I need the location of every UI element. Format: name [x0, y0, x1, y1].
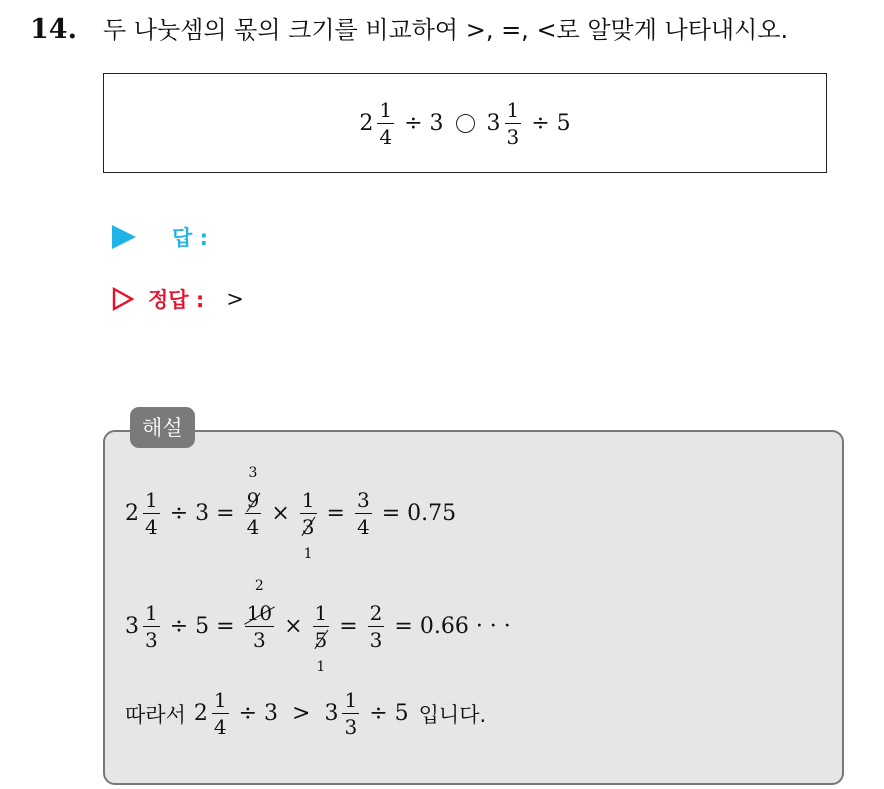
- denominator: 4: [356, 515, 370, 539]
- left-whole: 2: [359, 110, 374, 136]
- question-text: 두 나눗셈의 몫의 크기를 비교하여 >, =, <로 알맞게 나타내시오.: [102, 16, 789, 44]
- denominator: 4: [145, 515, 158, 539]
- comparison-sign: >: [292, 701, 311, 726]
- correct-answer-label: 정답 :: [148, 288, 205, 312]
- cancelled-denominator: [300, 514, 317, 562]
- result-fraction: [355, 490, 372, 537]
- times-sign: ×: [284, 614, 303, 639]
- numerator: 1: [301, 488, 315, 512]
- left-divisor: 3: [429, 110, 444, 136]
- divide-sign: ÷: [169, 614, 189, 639]
- numerator: 1: [145, 601, 158, 625]
- solution-line-2: [125, 578, 511, 675]
- numerator: 1: [213, 688, 227, 712]
- numerator: 1: [344, 688, 358, 712]
- reduced-value: 1: [303, 546, 313, 562]
- reduced-value: 2: [254, 578, 264, 594]
- decimal-result: 0.75: [407, 501, 457, 526]
- divide-sign: ÷: [404, 110, 423, 136]
- denominator: 3: [344, 715, 358, 739]
- left-numerator: 1: [379, 97, 393, 122]
- denominator: 3: [252, 628, 266, 652]
- divide-sign: ÷: [169, 501, 189, 526]
- cancelled-numerator: [245, 578, 274, 626]
- improper-fraction: [245, 465, 262, 539]
- solution-line-1: [125, 465, 457, 562]
- problem-box: [103, 73, 827, 173]
- reduced-value: 3: [248, 465, 258, 481]
- decimal-result: 0.66 · · ·: [419, 614, 511, 639]
- equals-sign: =: [394, 614, 413, 639]
- denominator: 4: [246, 515, 260, 539]
- denominator: 3: [369, 628, 383, 652]
- conclusion-suffix: 입니다.: [418, 702, 487, 727]
- question-number: 14.: [30, 14, 77, 45]
- solution-tag: 해설: [130, 407, 195, 448]
- reduced-value: 1: [316, 659, 326, 675]
- result-fraction: [368, 603, 385, 650]
- numerator: 3: [356, 488, 370, 512]
- right-divisor: 5: [394, 701, 409, 726]
- left-denominator: 4: [379, 124, 393, 149]
- left-fraction: [212, 690, 229, 737]
- comparison-circle[interactable]: [456, 114, 475, 133]
- mixed-fraction: [143, 603, 160, 650]
- denominator-value: 5: [314, 628, 328, 652]
- equals-sign: =: [339, 614, 358, 639]
- numerator: 2: [369, 601, 383, 625]
- answer-label: 답 :: [172, 226, 208, 250]
- equals-sign: =: [381, 501, 401, 526]
- solution-conclusion: [125, 690, 486, 737]
- denominator: 4: [213, 715, 227, 739]
- divisor: 3: [195, 501, 210, 526]
- question-header: [30, 10, 788, 45]
- mixed-whole: 2: [125, 501, 139, 526]
- cancelled-denominator: [313, 627, 330, 675]
- right-fraction: [505, 97, 522, 149]
- equals-sign: =: [216, 614, 235, 639]
- numerator-value: 10: [246, 601, 273, 625]
- divide-sign: ÷: [369, 701, 388, 726]
- left-whole: 2: [193, 701, 208, 726]
- left-fraction: [377, 97, 394, 149]
- improper-fraction: [245, 578, 274, 652]
- right-whole: 3: [486, 110, 501, 136]
- numerator: 1: [145, 488, 158, 512]
- equals-sign: =: [326, 501, 345, 526]
- mixed-whole: 3: [125, 614, 139, 639]
- mixed-fraction: [143, 490, 160, 537]
- cancelled-numerator: [245, 465, 262, 513]
- correct-answer-value: >: [226, 287, 244, 311]
- conclusion-prefix: 따라서: [125, 702, 186, 727]
- equals-sign: =: [216, 501, 235, 526]
- divisor: 5: [195, 614, 210, 639]
- problem-expression: [359, 97, 571, 149]
- correct-answer-row: [112, 284, 244, 314]
- numerator-value: 9: [246, 488, 260, 512]
- numerator: 1: [314, 601, 328, 625]
- divide-sign: ÷: [531, 110, 550, 136]
- denominator: 3: [145, 628, 158, 652]
- right-divisor: 5: [556, 110, 571, 136]
- outline-triangle-icon: [112, 287, 134, 311]
- right-denominator: 3: [506, 124, 520, 149]
- right-numerator: 1: [506, 97, 520, 122]
- answer-row: [112, 222, 208, 252]
- divide-sign: ÷: [238, 701, 258, 726]
- times-sign: ×: [271, 501, 290, 526]
- left-divisor: 3: [264, 701, 279, 726]
- right-fraction: [342, 690, 359, 737]
- reciprocal-fraction: [300, 488, 317, 562]
- reciprocal-fraction: [313, 601, 330, 675]
- right-whole: 3: [324, 701, 339, 726]
- denominator-value: 3: [301, 515, 315, 539]
- play-triangle-icon: [112, 225, 136, 249]
